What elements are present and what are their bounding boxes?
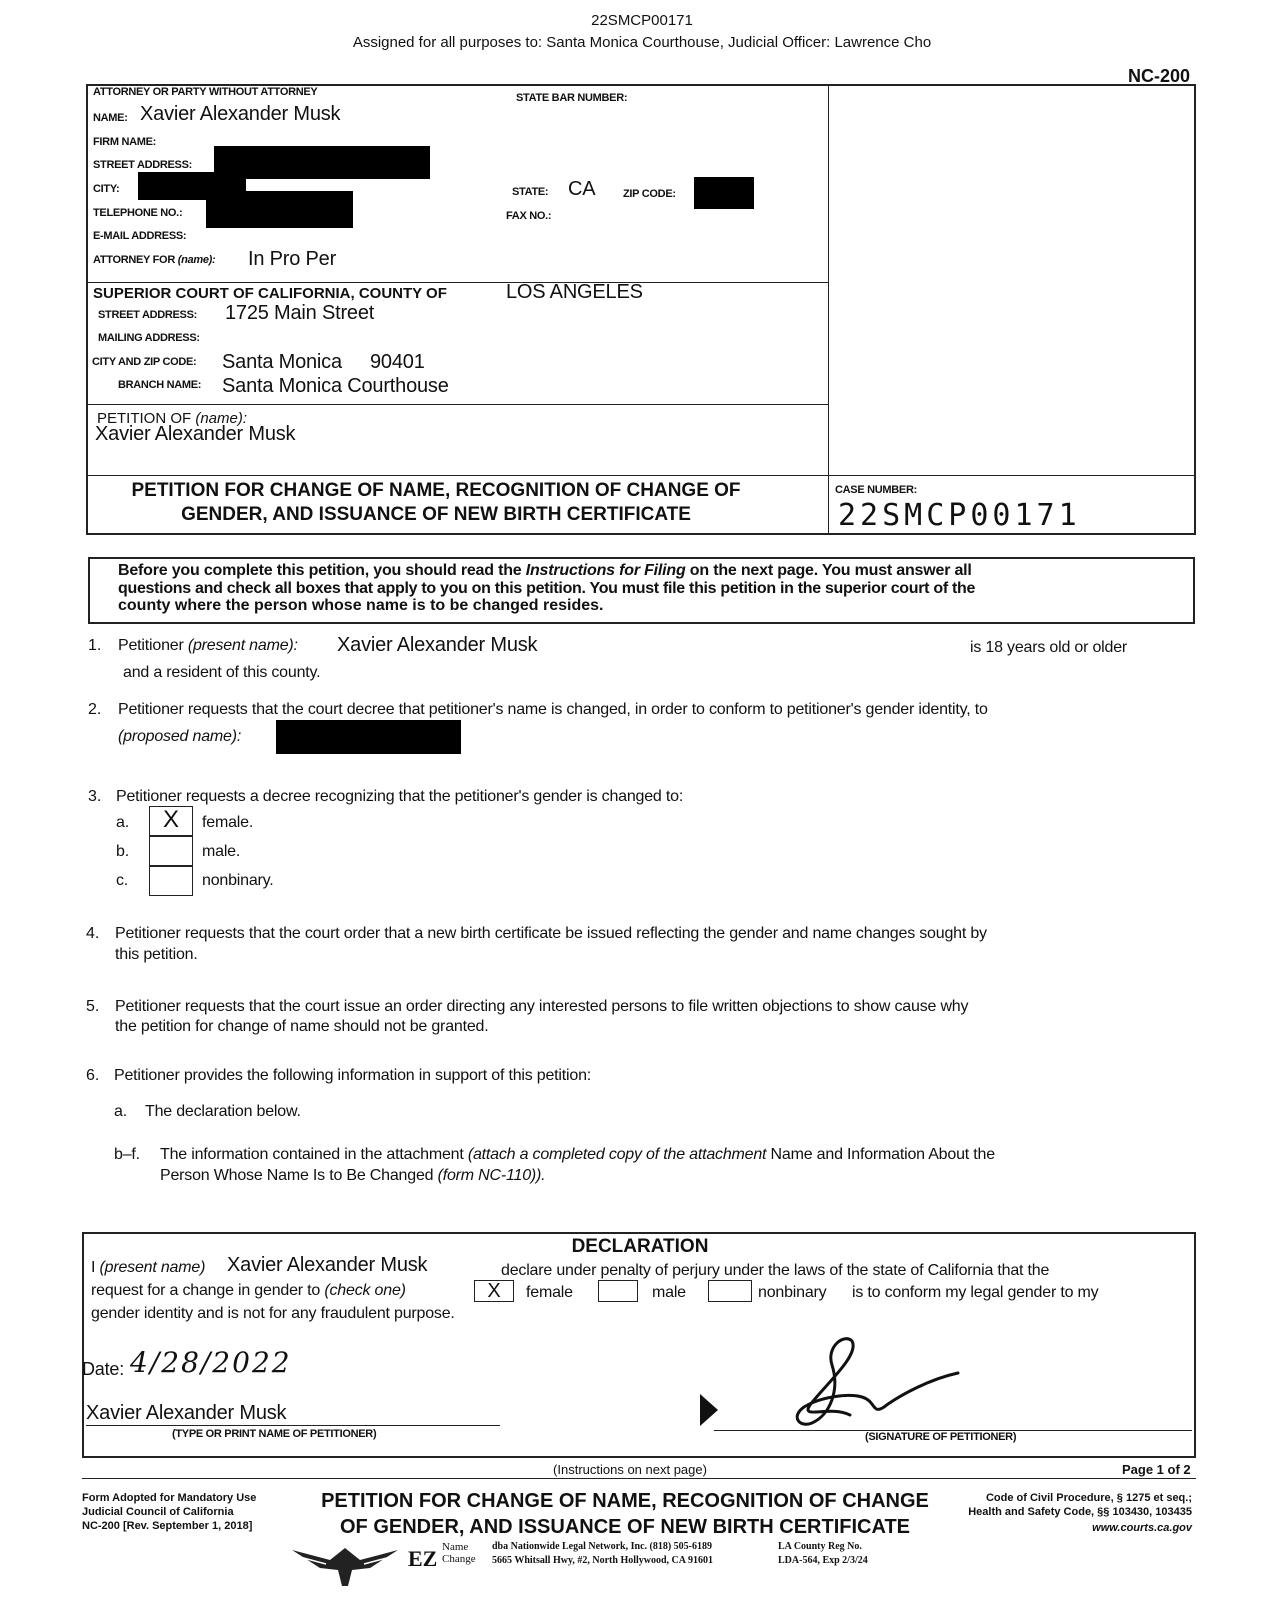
item5-number: 5. <box>86 998 100 1015</box>
declaration-i: I <box>91 1259 100 1276</box>
declaration-declare-text: declare under penalty of perjury under the laws of the state of California that the <box>501 1262 1050 1279</box>
petition-of-text: PETITION OF <box>97 410 192 427</box>
attorney-for-hint: (name): <box>177 254 216 266</box>
declaration-female-label: female <box>526 1284 573 1301</box>
declaration-request: request for a change in gender to <box>91 1282 325 1299</box>
footer-rule <box>82 1478 1196 1479</box>
state-label: STATE: <box>512 186 549 198</box>
male-checkbox[interactable] <box>149 836 193 866</box>
eagle-logo-icon <box>290 1540 400 1590</box>
attorney-section-label: ATTORNEY OR PARTY WITHOUT ATTORNEY <box>93 86 318 98</box>
branch-name-value: Santa Monica Courthouse <box>222 375 449 397</box>
caption-divider <box>828 84 829 535</box>
item5-line1: Petitioner requests that the court issue an order directing any interested persons to file written objections to show cause why <box>115 998 969 1015</box>
name-caption: (TYPE OR PRINT NAME OF PETITIONER) <box>172 1428 377 1440</box>
court-zip-value: 90401 <box>370 351 425 373</box>
item1-age: is 18 years old or older <box>970 639 1128 656</box>
item2-line1: Petitioner requests that the court decree that petitioner's name is changed, in order to conform to petitioner's gender identity, to <box>118 701 988 718</box>
case-id-header: 22SMCP00171 <box>591 12 693 29</box>
page-number: Page 1 of 2 <box>1122 1462 1191 1477</box>
instructions-line3: county where the person whose name is to be changed resides. <box>118 597 604 614</box>
declaration-female-checkbox[interactable]: X <box>474 1280 514 1302</box>
publisher-line1: dba Nationwide Legal Network, Inc. (818) 505-6189 <box>492 1541 712 1552</box>
item1-text: Petitioner <box>118 637 188 654</box>
item6-bf-line2-italic: (form NC-110)). <box>437 1167 546 1184</box>
court-street-label: STREET ADDRESS: <box>98 309 197 321</box>
city-label: CITY: <box>93 183 120 195</box>
court-label: SUPERIOR COURT OF CALIFORNIA, COUNTY OF <box>93 285 447 302</box>
ez-name: Name <box>442 1541 469 1553</box>
declaration-nonbinary-checkbox[interactable] <box>708 1280 752 1302</box>
printed-petitioner-name: Xavier Alexander Musk <box>86 1402 287 1424</box>
form-title-line1: PETITION FOR CHANGE OF NAME, RECOGNITION OF CHANGE OF <box>131 480 741 501</box>
item6-bf-letter: b–f. <box>114 1146 140 1163</box>
instructions-text-1: Before you complete this petition, you should read the <box>118 562 526 579</box>
item3-a-letter: a. <box>116 814 129 831</box>
adopted-line2: Judicial Council of California <box>82 1506 234 1518</box>
declaration-check-hint: (check one) <box>324 1282 406 1299</box>
code-line2: Health and Safety Code, §§ 103430, 103435 <box>968 1506 1192 1518</box>
zip-code-label: ZIP CODE: <box>623 188 676 200</box>
footer-title-line1: PETITION FOR CHANGE OF NAME, RECOGNITION OF CHANGE <box>321 1490 929 1512</box>
county-value: LOS ANGELES <box>506 281 643 303</box>
item2-proposed-hint: (proposed name): <box>118 728 242 745</box>
item3-male-label: male. <box>202 843 241 860</box>
redacted-proposed-name <box>276 720 461 754</box>
attorney-for-label <box>93 254 215 266</box>
item6-bf-line2 <box>160 1167 545 1185</box>
instructions-line1 <box>118 562 972 580</box>
item4-line1: Petitioner requests that the court order that a new birth certificate be issued reflecting the gender and name changes sought by <box>115 925 987 942</box>
petition-of-value: Xavier Alexander Musk <box>95 423 296 445</box>
declaration-present-name-value: Xavier Alexander Musk <box>227 1254 428 1276</box>
item1-number: 1. <box>88 637 102 654</box>
female-checkbox[interactable]: X <box>149 806 193 836</box>
code-line3: www.courts.ca.gov <box>1092 1522 1192 1534</box>
ez-change: Change <box>442 1553 476 1565</box>
item6-a-letter: a. <box>114 1103 127 1120</box>
email-label: E-MAIL ADDRESS: <box>93 230 187 242</box>
nonbinary-checkbox[interactable] <box>149 866 193 896</box>
declaration-conform-text: is to conform my legal gender to my <box>852 1284 1099 1301</box>
item3-line1: Petitioner requests a decree recognizing that the petitioner's gender is changed to: <box>116 788 684 805</box>
handwritten-date: 4/28/2022 <box>130 1346 292 1379</box>
item6-bf-line2-text: Person Whose Name Is to Be Changed <box>160 1167 438 1184</box>
instructions-line2: questions and check all boxes that apply to you on this petition. You must file this petition in the superior court of the <box>118 580 976 597</box>
adopted-line1: Form Adopted for Mandatory Use <box>82 1492 257 1504</box>
publisher-line2: 5665 Whitsall Hwy, #2, North Hollywood, CA 91601 <box>492 1555 713 1566</box>
instructions-text-2: on the next page. You must answer all <box>685 562 972 579</box>
firm-name-label: FIRM NAME: <box>93 136 156 148</box>
declaration-present-hint: (present name) <box>99 1259 206 1276</box>
instructions-note: (Instructions on next page) <box>553 1462 707 1477</box>
item3-female-label: female. <box>202 814 254 831</box>
street-address-label: STREET ADDRESS: <box>93 159 192 171</box>
item3-number: 3. <box>88 788 102 805</box>
state-value: CA <box>568 178 596 200</box>
declaration-present-name-label <box>91 1259 205 1277</box>
signature-caption: (SIGNATURE OF PETITIONER) <box>865 1431 1017 1443</box>
declaration-nonbinary-label: nonbinary <box>758 1284 827 1301</box>
item3-c-letter: c. <box>116 872 129 889</box>
item6-line1: Petitioner provides the following information in support of this petition: <box>114 1067 592 1084</box>
attorney-for-value: In Pro Per <box>248 248 337 270</box>
date-label: Date: <box>82 1359 125 1379</box>
item6-a-text: The declaration below. <box>145 1103 301 1120</box>
name-label: NAME: <box>93 112 128 124</box>
form-title-line2: GENDER, AND ISSUANCE OF NEW BIRTH CERTIFICATE <box>181 504 691 525</box>
item4-line2: this petition. <box>115 946 198 963</box>
state-bar-label: STATE BAR NUMBER: <box>516 92 628 104</box>
court-city-value: Santa Monica <box>222 351 342 373</box>
fax-label: FAX NO.: <box>506 210 552 222</box>
instructions-italic: Instructions for Filing <box>525 562 686 579</box>
reg-line1: LA County Reg No. <box>778 1541 862 1552</box>
code-line1: Code of Civil Procedure, § 1275 et seq.; <box>985 1492 1192 1504</box>
assignment-line: Assigned for all purposes to: Santa Monica Courthouse, Judicial Officer: Lawrence Cho <box>352 34 932 51</box>
declaration-title: DECLARATION <box>571 1236 709 1257</box>
item6-bf-text2: Name and Information About the <box>770 1146 995 1163</box>
item1-hint: (present name): <box>187 637 298 654</box>
court-street-value: 1725 Main Street <box>225 302 375 324</box>
form-code: NC-200 <box>1128 66 1191 86</box>
item1-label <box>118 637 298 655</box>
item6-bf-text1: The information contained in the attachment <box>160 1146 468 1163</box>
item6-bf-italic: (attach a completed copy of the attachment <box>467 1146 771 1163</box>
signature-arrow <box>700 1394 718 1426</box>
item5-line2: the petition for change of name should not be granted. <box>115 1018 489 1035</box>
declaration-line3: gender identity and is not for any fraudulent purpose. <box>91 1305 455 1322</box>
case-number-label: CASE NUMBER: <box>835 484 917 496</box>
attorney-for-text: ATTORNEY FOR <box>93 254 175 266</box>
item6-number: 6. <box>86 1067 100 1084</box>
declaration-male-label: male <box>652 1284 686 1301</box>
city-zip-label: CITY AND ZIP CODE: <box>92 356 197 368</box>
adopted-line3: NC-200 [Rev. September 1, 2018] <box>82 1520 253 1532</box>
redacted-street <box>214 146 430 179</box>
name-line <box>86 1425 500 1426</box>
declaration-request-text <box>91 1282 406 1300</box>
item4-number: 4. <box>86 925 100 942</box>
item3-b-letter: b. <box>116 843 129 860</box>
declaration-male-checkbox[interactable] <box>598 1280 638 1302</box>
item1-line2: and a resident of this county. <box>123 664 321 681</box>
ez-logo-text: EZ <box>408 1546 438 1571</box>
telephone-label: TELEPHONE NO.: <box>93 207 183 219</box>
case-number-value: 22SMCP00171 <box>838 498 1081 533</box>
footer-title-line2: OF GENDER, AND ISSUANCE OF NEW BIRTH CERTIFICATE <box>340 1516 910 1538</box>
item3-nonbinary-label: nonbinary. <box>202 872 274 889</box>
reg-line2: LDA-564, Exp 2/3/24 <box>778 1555 868 1566</box>
item1-present-name: Xavier Alexander Musk <box>337 634 538 656</box>
item2-number: 2. <box>88 701 102 718</box>
item6-bf-line1 <box>160 1146 995 1164</box>
attorney-name-value: Xavier Alexander Musk <box>140 103 341 125</box>
redacted-telephone <box>206 191 353 228</box>
branch-name-label: BRANCH NAME: <box>118 379 202 391</box>
petition-of-hint: (name): <box>195 410 248 427</box>
redacted-zip <box>694 177 754 209</box>
mailing-address-label: MAILING ADDRESS: <box>98 332 200 344</box>
signature-mark <box>790 1335 990 1430</box>
